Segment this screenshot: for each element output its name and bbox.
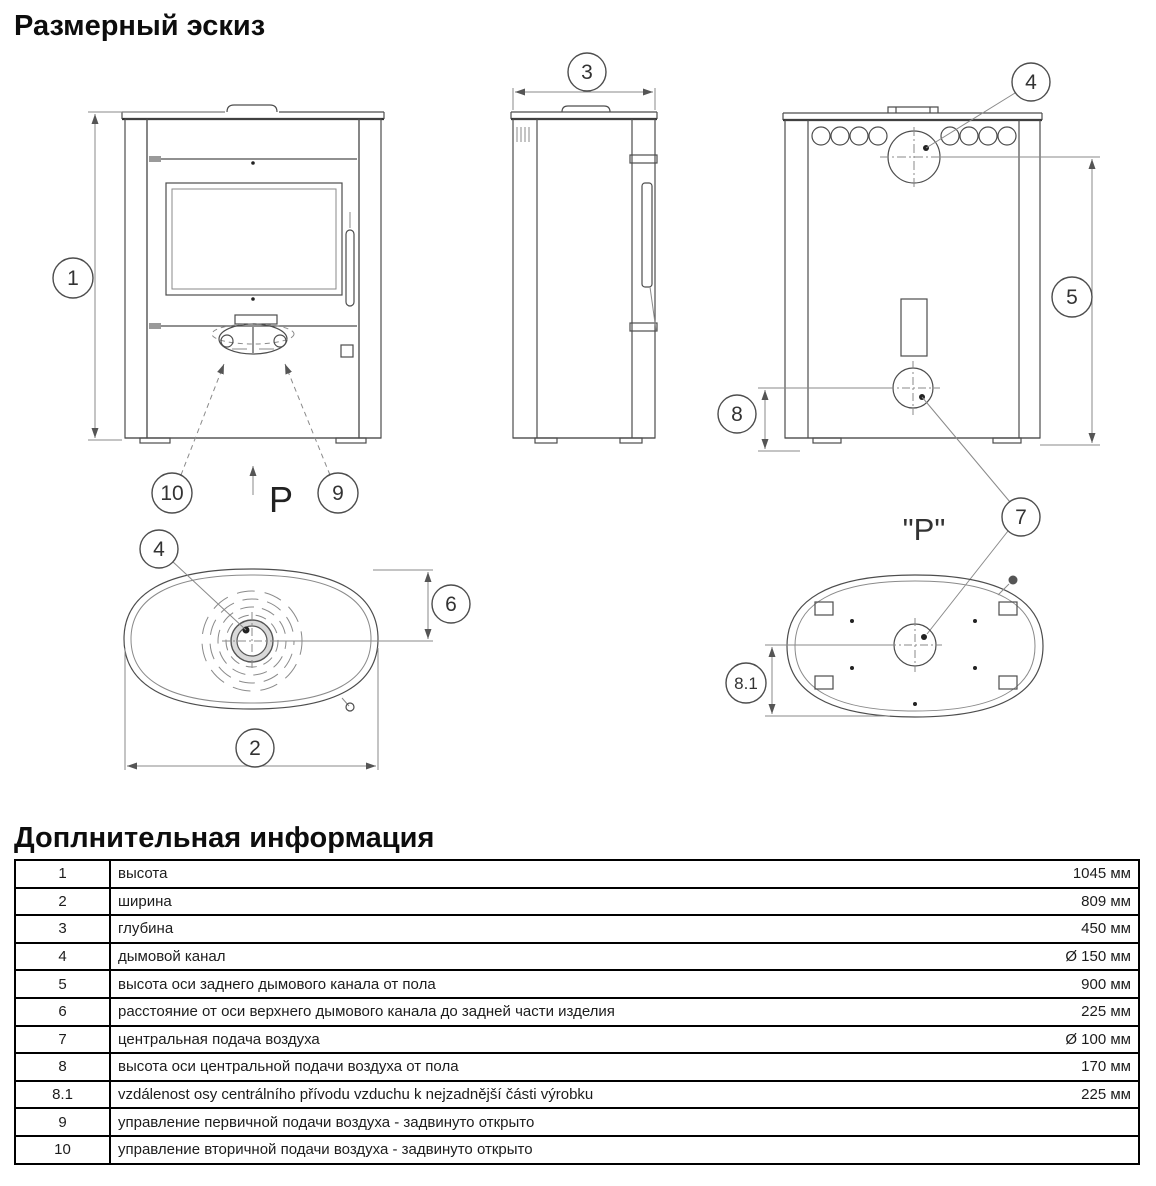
callout-flue-top [140, 530, 246, 630]
callout-3: 3 [581, 61, 593, 84]
page-title: Размерный эскиз [14, 10, 266, 42]
row-value: 225 мм [963, 1081, 1139, 1109]
row-description: дымовой канал [110, 943, 963, 971]
row-number: 1 [15, 860, 110, 888]
callout-10: 10 [160, 482, 184, 505]
table-row [15, 860, 1139, 888]
side-view [511, 106, 657, 443]
table-row [15, 970, 1139, 998]
row-value: 809 мм [963, 888, 1139, 916]
table-row [15, 1053, 1139, 1081]
row-number: 6 [15, 998, 110, 1026]
row-number: 4 [15, 943, 110, 971]
row-description: ширина [110, 888, 963, 916]
table-row [15, 998, 1139, 1026]
row-number: 2 [15, 888, 110, 916]
table-row [15, 1081, 1139, 1109]
row-number: 3 [15, 915, 110, 943]
table-row [15, 1026, 1139, 1054]
row-description: управление первичной подачи воздуха - задвинуто открыто [110, 1108, 963, 1136]
row-value: Ø 150 мм [963, 943, 1139, 971]
dimension-rear-flue-height [941, 157, 1100, 445]
row-value: 900 мм [963, 970, 1139, 998]
front-view [122, 105, 384, 443]
row-number: 8.1 [15, 1081, 110, 1109]
row-value: Ø 100 мм [963, 1026, 1139, 1054]
row-number: 8 [15, 1053, 110, 1081]
row-number: 10 [15, 1136, 110, 1164]
row-description: высота оси центральной подачи воздуха от пола [110, 1053, 963, 1081]
row-description: vzdálenost osy centrálního přívodu vzduchu k nejzadnější části výrobku [110, 1081, 963, 1109]
callout-5: 5 [1066, 286, 1078, 309]
callout-9: 9 [332, 482, 344, 505]
callout-flue-back [926, 63, 1050, 148]
dimension-central-air-height [718, 388, 893, 451]
callout-4-top: 4 [153, 538, 165, 561]
row-number: 5 [15, 970, 110, 998]
row-value: 225 мм [963, 998, 1139, 1026]
row-description: высота [110, 860, 963, 888]
callout-7: 7 [1015, 506, 1027, 529]
callout-4: 4 [1025, 71, 1037, 94]
callout-2: 2 [249, 737, 261, 760]
callout-1: 1 [67, 267, 79, 290]
callout-6: 6 [445, 593, 457, 616]
dimension-central-air-offset [726, 645, 894, 716]
bottom-view-label: "P" [902, 512, 946, 547]
front-controls-callouts [152, 364, 358, 520]
table-row [15, 943, 1139, 971]
dimension-depth [513, 53, 655, 110]
additional-info-table [14, 859, 1140, 1165]
row-value: 170 мм [963, 1053, 1139, 1081]
top-view [124, 569, 378, 711]
row-description: центральная подача воздуха [110, 1026, 963, 1054]
callout-8: 8 [731, 403, 743, 426]
row-description: расстояние от оси верхнего дымового канала до задней части изделия [110, 998, 963, 1026]
row-value: 1045 мм [963, 860, 1139, 888]
table-row [15, 1108, 1139, 1136]
table-title: Доплнительная информация [14, 822, 435, 854]
dimension-top-flue-offset [273, 570, 470, 641]
row-description: глубина [110, 915, 963, 943]
front-direction-label: P [268, 479, 294, 520]
table-row [15, 1136, 1139, 1164]
row-number: 9 [15, 1108, 110, 1136]
row-number: 7 [15, 1026, 110, 1054]
callout-8-1: 8.1 [734, 674, 758, 693]
row-value: 450 мм [963, 915, 1139, 943]
dimension-height [53, 112, 225, 440]
bottom-view [787, 575, 1043, 717]
row-description: управление вторичной подачи воздуха - задвинуто открыто [110, 1136, 963, 1164]
table-row [15, 915, 1139, 943]
row-description: высота оси заднего дымового канала от пола [110, 970, 963, 998]
row-value [963, 1108, 1139, 1136]
row-value [963, 1136, 1139, 1164]
table-row [15, 888, 1139, 916]
